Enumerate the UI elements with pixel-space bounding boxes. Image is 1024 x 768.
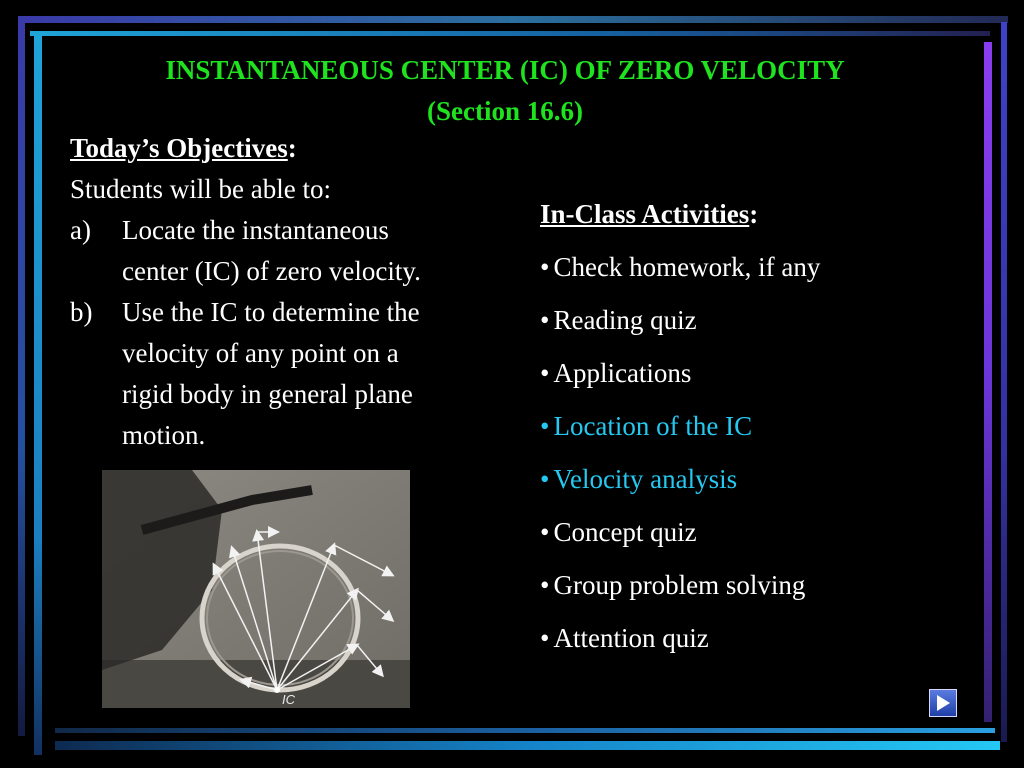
objectives-block — [70, 128, 520, 456]
frame-bar-left-outer — [18, 16, 25, 736]
activities-heading-colon: : — [749, 199, 759, 229]
bullet-icon: • — [540, 411, 550, 441]
frame-bar-right-inner — [984, 42, 992, 722]
frame-bar-bottom-inner — [55, 728, 995, 733]
activity-item — [540, 612, 960, 665]
slide-title-line1: INSTANTANEOUS CENTER (IC) OF ZERO VELOCITY — [165, 55, 845, 85]
objective-label: b) — [70, 297, 93, 327]
activity-label: Check homework, if any — [553, 252, 821, 282]
bullet-icon: • — [540, 464, 550, 494]
activity-item — [540, 453, 960, 506]
activity-item — [540, 400, 960, 453]
objective-line: Locate the instantaneous — [122, 215, 389, 245]
objective-line: center (IC) of zero velocity. — [122, 256, 421, 286]
frame-bar-bottom-outer — [55, 741, 1000, 750]
frame-bar-left-inner — [34, 31, 42, 755]
objective-label: a) — [70, 215, 91, 245]
activity-label: Reading quiz — [553, 305, 697, 335]
bullet-icon: • — [540, 358, 550, 388]
objectives-heading-colon: : — [287, 133, 297, 163]
ic-label: IC — [282, 692, 295, 707]
objective-line: velocity of any point on a — [122, 338, 399, 368]
bullet-icon: • — [540, 570, 550, 600]
activity-item — [540, 294, 960, 347]
bullet-icon: • — [540, 517, 550, 547]
slide-title — [60, 50, 950, 132]
activity-label: Attention quiz — [553, 623, 709, 653]
next-slide-button[interactable] — [929, 689, 957, 717]
activity-item — [540, 559, 960, 612]
frame-bar-top-inner — [30, 31, 990, 36]
bullet-icon: • — [540, 252, 550, 282]
slide-title-line2: (Section 16.6) — [427, 96, 583, 126]
activity-item — [540, 506, 960, 559]
activity-label: Group problem solving — [553, 570, 806, 600]
frame-bar-right-outer — [1001, 22, 1007, 742]
activities-block — [540, 188, 960, 665]
frame-bar-top-outer — [18, 16, 1008, 23]
activity-label: Location of the IC — [553, 411, 753, 441]
bullet-icon: • — [540, 305, 550, 335]
next-arrow-icon — [930, 690, 956, 716]
bicycle-wheel-photo — [102, 470, 410, 708]
objective-item — [70, 210, 520, 292]
objective-line: motion. — [122, 420, 206, 450]
objective-line: rigid body in general plane — [122, 379, 413, 409]
bullet-icon: • — [540, 623, 550, 653]
activities-heading: In-Class Activities — [540, 199, 750, 229]
objectives-heading: Today’s Objectives — [70, 133, 288, 163]
activity-item — [540, 347, 960, 400]
activity-item — [540, 241, 960, 294]
activities-list — [540, 241, 960, 665]
activity-label: Concept quiz — [553, 517, 697, 547]
activity-label: Applications — [553, 358, 692, 388]
objective-line: Use the IC to determine the — [122, 297, 420, 327]
activity-label: Velocity analysis — [553, 464, 738, 494]
objective-item — [70, 292, 520, 456]
objectives-intro: Students will be able to: — [70, 174, 331, 204]
